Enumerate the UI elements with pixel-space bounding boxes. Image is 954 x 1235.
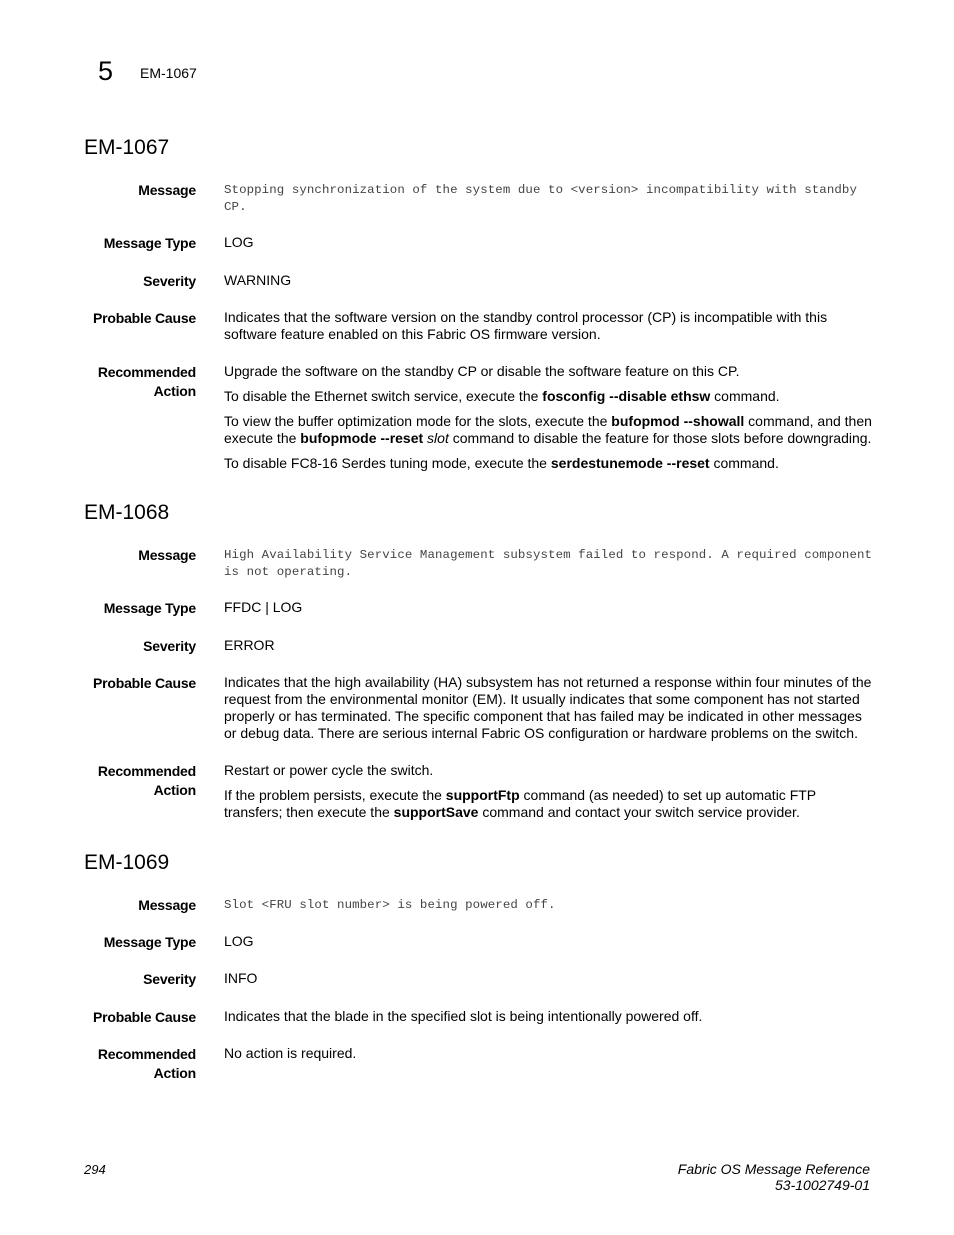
severity-label: Severity <box>143 273 196 289</box>
chapter-number: 5 <box>98 56 114 86</box>
probable-cause-text: Indicates that the high availability (HA) subsystem has not returned a response within four minutes of the request from the environmental monitor (EM). It usually indicates that some component has not started properly or has terminated. The specific component that has failed may be indicated in other messages or debug data. There are serious internal Fabric OS configuration or hardware problems on the switch. <box>224 674 872 741</box>
command-name: serdestunemode --reset <box>550 455 710 471</box>
message-label: Message <box>138 547 196 563</box>
command-name: supportSave <box>393 804 479 820</box>
recommended-action-label: Recommended Action <box>97 364 196 399</box>
recommended-action-label: Recommended Action <box>97 1046 196 1081</box>
recommended-action-label: Recommended Action <box>97 763 196 798</box>
severity-value: WARNING <box>224 272 292 288</box>
command-name: bufopmod --showall <box>611 413 745 429</box>
severity-value: ERROR <box>224 637 275 653</box>
action-paragraph: Upgrade the software on the standby CP or disable the software feature on this CP. <box>224 363 740 379</box>
recommended-action-text <box>224 363 874 472</box>
entry-title: EM-1068 <box>84 501 170 524</box>
message-label: Message <box>138 182 196 198</box>
entry-title: EM-1069 <box>84 851 170 874</box>
probable-cause-text: Indicates that the software version on the standby control processor (CP) is incompatible with this software feature enabled on this Fabric OS firmware version. <box>224 309 828 342</box>
action-paragraph: No action is required. <box>224 1045 357 1061</box>
severity-label: Severity <box>143 971 196 987</box>
document-title: Fabric OS Message Reference <box>677 1161 870 1177</box>
document-number: 53-1002749-01 <box>775 1177 870 1193</box>
severity-label: Severity <box>143 638 196 654</box>
entry-title: EM-1067 <box>84 136 170 159</box>
command-argument: slot <box>423 430 449 446</box>
chapter-title: EM-1067 <box>140 65 197 81</box>
message-type-value: LOG <box>224 933 254 949</box>
message-type-value: LOG <box>224 234 254 250</box>
message-type-value: FFDC | LOG <box>224 599 303 615</box>
command-name: fosconfig --disable ethsw <box>542 388 711 404</box>
recommended-action-text <box>224 762 874 821</box>
message-text: Stopping synchronization of the system due to <version> incompatibility with standby CP. <box>224 183 857 214</box>
message-label: Message <box>138 897 196 913</box>
probable-cause-label: Probable Cause <box>92 675 196 691</box>
action-paragraph: To disable the Ethernet switch service, execute the fosconfig --disable ethsw command. <box>224 388 780 404</box>
command-name: supportFtp <box>445 787 520 803</box>
action-paragraph: If the problem persists, execute the supportFtp command (as needed) to set up automatic FTP transfers; then execute the supportSave command and contact your switch service provider. <box>224 787 816 820</box>
severity-value: INFO <box>224 970 258 986</box>
probable-cause-label: Probable Cause <box>92 310 196 326</box>
page-number: 294 <box>84 1162 106 1177</box>
recommended-action-text <box>224 1045 874 1062</box>
message-text: Slot <FRU slot number> is being powered off. <box>224 898 556 912</box>
probable-cause-label: Probable Cause <box>92 1009 196 1025</box>
command-name: bufopmode --reset <box>300 430 424 446</box>
action-paragraph: To view the buffer optimization mode for the slots, execute the bufopmod --showall command, and then execute the bufopmode --reset slot command to disable the feature for those slots before downgrading. <box>224 413 872 446</box>
action-paragraph: Restart or power cycle the switch. <box>224 762 434 778</box>
message-type-label: Message Type <box>103 934 196 950</box>
message-type-label: Message Type <box>103 600 196 616</box>
action-paragraph: To disable FC8-16 Serdes tuning mode, execute the serdestunemode --reset command. <box>224 455 779 471</box>
probable-cause-text: Indicates that the blade in the specified slot is being intentionally powered off. <box>224 1008 703 1024</box>
message-text: High Availability Service Management subsystem failed to respond. A required component is not operating. <box>224 548 873 579</box>
message-type-label: Message Type <box>103 235 196 251</box>
document-footer <box>678 1161 870 1193</box>
